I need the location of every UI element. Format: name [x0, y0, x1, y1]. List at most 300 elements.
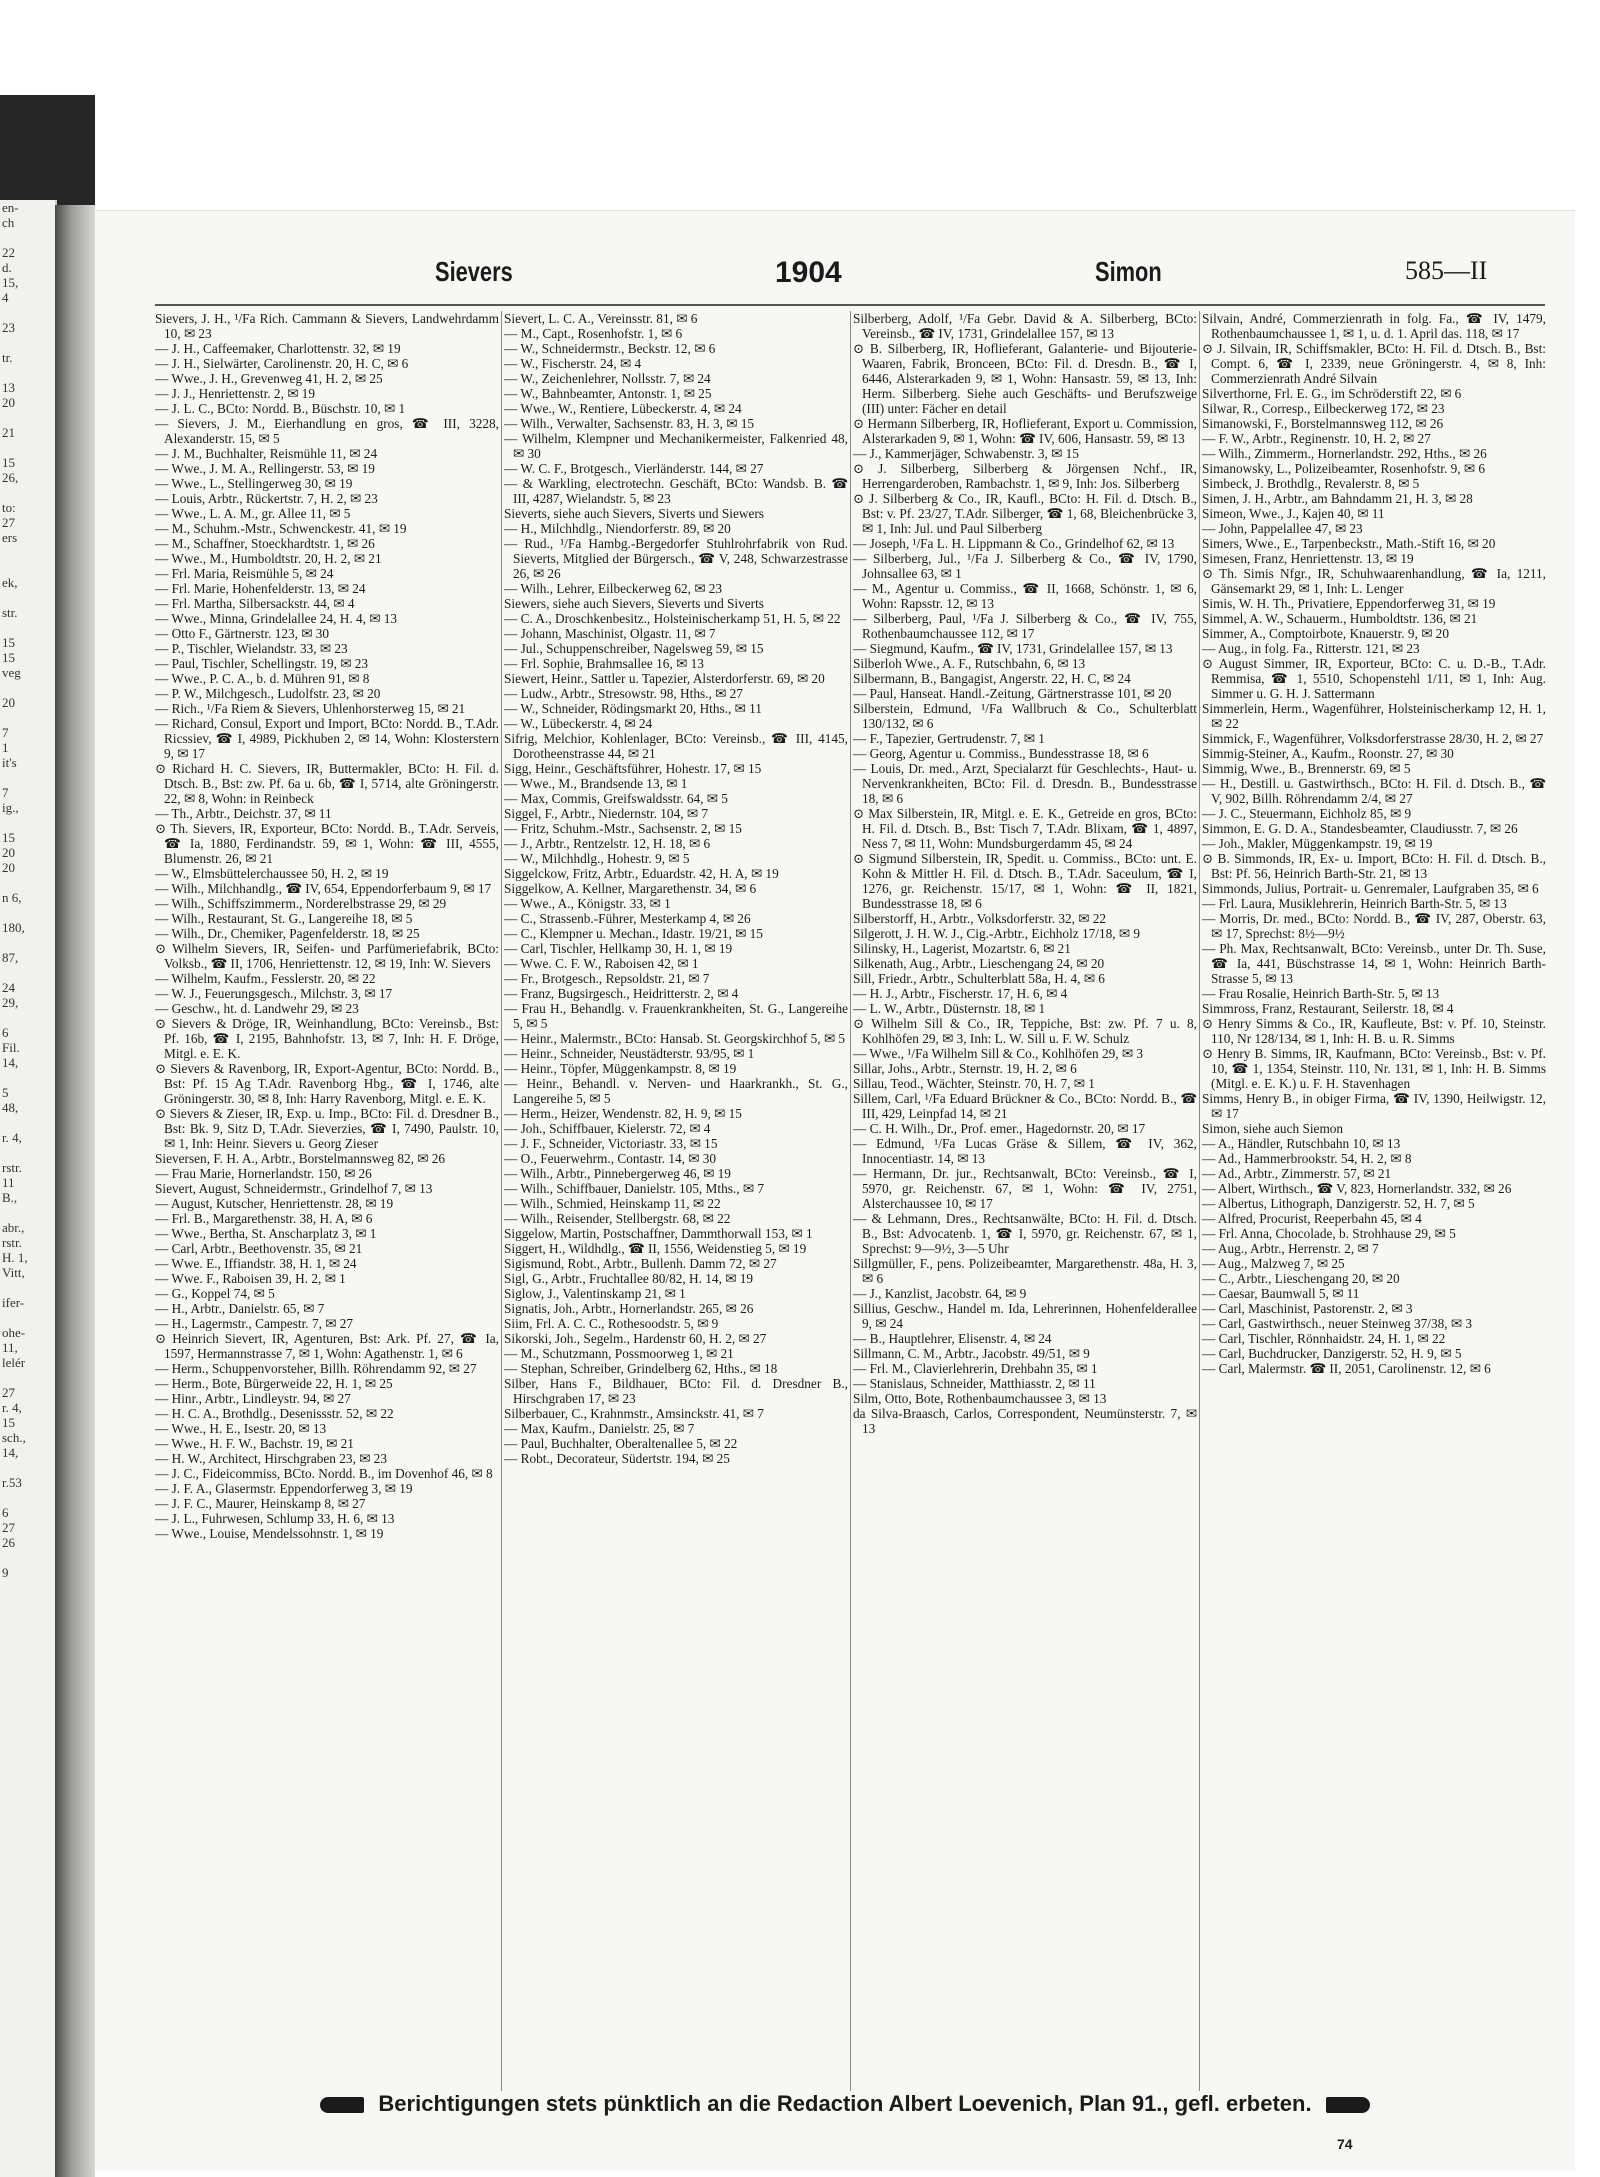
previous-page-fragment: n 6,	[2, 890, 22, 905]
directory-entry: ⊙ J. Silberberg, Silberberg & Jörgensen Nchf., IR, Herrengarderoben, Rambachstr. 1, ✉ 9, Inh: Jos. Silberberg	[853, 461, 1197, 491]
directory-entry: Simanowski, F., Borstelmannsweg 112, ✉ 26	[1202, 416, 1444, 431]
previous-page-fragment: 26	[2, 1535, 15, 1550]
directory-entry: — Hermann, Dr. jur., Rechtsanwalt, BCto: Vereinsb., ☎ I, 5970, gr. Reichenstr. 67, ✉ 1, Wohn: ☎ IV, 2751, Alsterchaussee 10, ✉ 17	[853, 1166, 1197, 1211]
previous-page-fragment: 15,	[2, 275, 19, 290]
previous-page-fragment: 13	[2, 380, 15, 395]
directory-entry: — Carl, Tischler, Rönnhaidstr. 24, H. 1, ✉ 22	[1202, 1331, 1446, 1346]
directory-entry: — W., Bahnbeamter, Antonstr. 1, ✉ 25	[504, 386, 712, 401]
directory-entry: — Joseph, ¹/Fa L. H. Lippmann & Co., Grindelhof 62, ✉ 13	[853, 536, 1175, 551]
directory-entry: Siglow, J., Valentinskamp 21, ✉ 1	[504, 1286, 686, 1301]
directory-entry: — Wwe., Minna, Grindelallee 24, H. 4, ✉ 13	[155, 611, 398, 626]
directory-entry: — M., Schuhm.-Mstr., Schwenckestr. 41, ✉ 19	[155, 521, 407, 536]
previous-page-fragment: rstr.	[2, 1235, 22, 1250]
previous-page-fragment: ifer-	[2, 1295, 25, 1310]
directory-entry: — Wwe., H. E., Isestr. 20, ✉ 13	[155, 1421, 327, 1436]
directory-entry: — Carl, Buchdrucker, Danzigerstr. 52, H. 9, ✉ 5	[1202, 1346, 1462, 1361]
previous-page-fragment: 20	[2, 845, 15, 860]
directory-entry: Silinsky, H., Lagerist, Mozartstr. 6, ✉ 21	[853, 941, 1071, 956]
directory-entry: — Wilhelm, Kaufm., Fesslerstr. 20, ✉ 22	[155, 971, 376, 986]
directory-entry: — Geschw., ht. d. Landwehr 29, ✉ 23	[155, 1001, 359, 1016]
directory-entry: Siggelckow, Fritz, Arbtr., Eduardstr. 42, H. A, ✉ 19	[504, 866, 779, 881]
directory-entry: — Herm., Schuppenvorsteher, Billh. Röhrendamm 92, ✉ 27	[155, 1361, 477, 1376]
directory-entry: ⊙ Richard H. C. Sievers, IR, Buttermakler, BCto: H. Fil. d. Dtsch. B., Bst: zw. Pf. 6a u. 6b, ☎ I, 5714, alte Gröningerstr. 22, ✉ 8, Wohn: in Reinbeck	[155, 761, 499, 806]
directory-entry: — Wwe., W., Rentiere, Lübeckerstr. 4, ✉ 24	[504, 401, 742, 416]
directory-entry: — Joh., Makler, Müggenkampstr. 19, ✉ 19	[1202, 836, 1433, 851]
directory-entry: — H. W., Architect, Hirschgraben 23, ✉ 23	[155, 1451, 387, 1466]
directory-entry: Simeon, Wwe., J., Kajen 40, ✉ 11	[1202, 506, 1385, 521]
previous-page-fragment	[0, 335, 55, 350]
directory-entry: — W. J., Feuerungsgesch., Milchstr. 3, ✉ 17	[155, 986, 393, 1001]
directory-entry: Simmerlein, Herm., Wagenführer, Holsteinischerkamp 12, H. 1, ✉ 22	[1202, 701, 1546, 731]
directory-entry: ⊙ Th. Sievers, IR, Exporteur, BCto: Nordd. B., T.Adr. Serveis, ☎ Ia, 1880, Ferdinandstr. 59, ✉ 1, Wohn: ☎ III, 4555, Blumenstr. 26, ✉ 21	[155, 821, 499, 866]
previous-page-fragment: 20	[2, 395, 15, 410]
directory-entry: Simmick, F., Wagenführer, Volksdorferstrasse 28/30, H. 2, ✉ 27	[1202, 731, 1544, 746]
directory-entry: — Hinr., Arbtr., Lindleystr. 94, ✉ 27	[155, 1391, 351, 1406]
directory-entry: — Stephan, Schreiber, Grindelberg 62, Hths., ✉ 18	[504, 1361, 778, 1376]
previous-page-fragment: 15	[2, 650, 15, 665]
directory-entry: Sill, Friedr., Arbtr., Schulterblatt 58a, H. 4, ✉ 6	[853, 971, 1105, 986]
directory-entry: Sigg, Heinr., Geschäftsführer, Hohestr. 17, ✉ 15	[504, 761, 762, 776]
previous-page-fragment	[0, 815, 55, 830]
column-3	[853, 311, 1197, 2091]
previous-page-fragment	[0, 1310, 55, 1325]
directory-entry: — M., Agentur u. Commiss., ☎ II, 1668, Schönstr. 1, ✉ 6, Wohn: Rapsstr. 12, ✉ 13	[853, 581, 1197, 611]
directory-columns	[155, 311, 1547, 2091]
directory-entry: — Frl. B., Margarethenstr. 38, H. A, ✉ 6	[155, 1211, 373, 1226]
directory-entry: Simmross, Franz, Restaurant, Seilerstr. 18, ✉ 4	[1202, 1001, 1454, 1016]
directory-entry: Siggelow, Martin, Postschaffner, Dammthorwall 153, ✉ 1	[504, 1226, 813, 1241]
directory-entry: Siggelkow, A. Kellner, Margarethenstr. 34, ✉ 6	[504, 881, 757, 896]
previous-page-fragment: lelér	[2, 1355, 26, 1370]
directory-entry: Silverthorne, Frl. E. G., im Schröderstift 22, ✉ 6	[1202, 386, 1462, 401]
previous-page-fragment: d.	[2, 260, 12, 275]
head-right-word: Simon	[1095, 256, 1162, 287]
previous-page-fragment: 23	[2, 320, 15, 335]
directory-entry: — Ludw., Arbtr., Stresowstr. 98, Hths., ✉ 27	[504, 686, 743, 701]
previous-page-fragment: 20	[2, 860, 15, 875]
directory-entry: ⊙ B. Silberberg, IR, Hoflieferant, Galanterie- und Bijouterie-Waaren, Fabrik, Bronceen, BCto: Fil. d. Dresdn. B., ☎ I, 6446, Alsterarkaden 9, ✉ 1, Wohn: Hansastr. 59, ✉ 13, Inh: Herm. Silberberg. Siehe auch Geschäfts- und Berufszweige (III) unter: Fächer en detail	[853, 341, 1197, 416]
directory-entry: — Silberberg, Jul., ¹/Fa J. Silberberg & Co., ☎ IV, 1790, Johnsallee 63, ✉ 1	[853, 551, 1197, 581]
directory-entry: — Frl. Laura, Musiklehrerin, Heinrich Barth-Str. 5, ✉ 13	[1202, 896, 1507, 911]
directory-entry: — Aug., Malzweg 7, ✉ 25	[1202, 1256, 1345, 1271]
previous-page-fragment: to:	[2, 500, 16, 515]
directory-entry: ⊙ Sigmund Silberstein, IR, Spedit. u. Commiss., BCto: unt. E. Kohn & Mittler H. Fil. d. Dtsch. B., T.Adr. Saceulum, ☎ I, 1276, gr. Reichenstr. 15/17, ✉ 1, Wohn: ☎ II, 1821, Bundesstrasse 18, ✉ 6	[853, 851, 1197, 911]
directory-entry: — Carl, Malermstr. ☎ II, 2051, Carolinenstr. 12, ✉ 6	[1202, 1361, 1491, 1376]
directory-entry: — Johann, Maschinist, Olgastr. 11, ✉ 7	[504, 626, 716, 641]
previous-page-fragment: 5	[2, 1085, 9, 1100]
previous-page-fragment: r. 4,	[2, 1400, 22, 1415]
directory-entry: Sieverts, siehe auch Sievers, Siverts und Siewers	[504, 506, 764, 521]
directory-entry: — J. M., Buchhalter, Reismühle 11, ✉ 24	[155, 446, 378, 461]
directory-entry: — Paul, Hanseat. Handl.-Zeitung, Gärtnerstrasse 101, ✉ 20	[853, 686, 1172, 701]
directory-entry: — B., Hauptlehrer, Elisenstr. 4, ✉ 24	[853, 1331, 1052, 1346]
header-rule	[155, 304, 1545, 306]
directory-entry: Sifrig, Melchior, Kohlenlager, BCto: Vereinsb., ☎ III, 4145, Dorotheenstrasse 44, ✉ 21	[504, 731, 848, 761]
directory-entry: — Paul, Buchhalter, Oberaltenallee 5, ✉ 22	[504, 1436, 738, 1451]
directory-entry: — Franz, Bugsirgesch., Heidritterstr. 2, ✉ 4	[504, 986, 739, 1001]
directory-entry: — Frl. Sophie, Brahmsallee 16, ✉ 13	[504, 656, 704, 671]
directory-entry: — Wwe., M., Humboldtstr. 20, H. 2, ✉ 21	[155, 551, 382, 566]
previous-page-fragment	[0, 620, 55, 635]
previous-page-fragment: en-	[2, 200, 19, 215]
directory-entry: — Max, Kaufm., Danielstr. 25, ✉ 7	[504, 1421, 695, 1436]
previous-page-fragment	[0, 905, 55, 920]
directory-entry: Signatis, Joh., Arbtr., Hornerlandstr. 265, ✉ 26	[504, 1301, 754, 1316]
previous-page-fragment: 14,	[2, 1445, 19, 1460]
directory-entry: — Th., Arbtr., Deichstr. 37, ✉ 11	[155, 806, 332, 821]
directory-entry: ⊙ J. Silberberg & Co., IR, Kaufl., BCto: H. Fil. d. Dtsch. B., Bst: v. Pf. 23/27, T.Adr. Silberger, ☎ 1, 68, Bleichenbrücke 3, ✉ 1, Inh: Jul. und Paul Silberberg	[853, 491, 1197, 536]
directory-entry: — Morris, Dr. med., BCto: Nordd. B., ☎ IV, 287, Oberstr. 63, ✉ 17, Sprechst: 8½—9½	[1202, 911, 1546, 941]
directory-entry: Sieversen, F. H. A., Arbtr., Borstelmannsweg 82, ✉ 26	[155, 1151, 446, 1166]
directory-entry: ⊙ Heinrich Sievert, IR, Agenturen, Bst: Ark. Pf. 27, ☎ Ia, 1597, Hermannstrasse 7, ✉ 1, Wohn: Agathenstr. 1, ✉ 6	[155, 1331, 499, 1361]
directory-entry: ⊙ J. Silvain, IR, Schiffsmakler, BCto: H. Fil. d. Dtsch. B., Bst: Compt. 6, ☎ I, 2339, neue Gröningerstr. 4, ✉ 8, Inh: Commerzienrath André Silvain	[1202, 341, 1546, 386]
directory-entry: Silwar, R., Corresp., Eilbeckerweg 172, ✉ 23	[1202, 401, 1445, 416]
directory-entry: — Wwe., L. A. M., gr. Allee 11, ✉ 5	[155, 506, 351, 521]
directory-entry: Simmonds, Julius, Portrait- u. Genremaler, Laufgraben 35, ✉ 6	[1202, 881, 1539, 896]
directory-entry: — Wwe., A., Königstr. 33, ✉ 1	[504, 896, 671, 911]
directory-entry: — Siegmund, Kaufm., ☎ IV, 1731, Grindelallee 157, ✉ 13	[853, 641, 1173, 656]
directory-entry: ⊙ Hermann Silberberg, IR, Hoflieferant, Export u. Commission, Alsterarkaden 9, ✉ 1, Wohn: ☎ IV, 606, Hansastr. 59, ✉ 13	[853, 416, 1197, 446]
directory-entry: ⊙ Wilhelm Sill & Co., IR, Teppiche, Bst: zw. Pf. 7 u. 8, Kohlhöfen 29, ✉ 3, Inh: L. W. Sill u. F. W. Schulz	[853, 1016, 1197, 1046]
directory-entry: — Carl, Arbtr., Beethovenstr. 35, ✉ 21	[155, 1241, 363, 1256]
previous-page-fragment: sch.,	[2, 1430, 26, 1445]
directory-entry: — Alfred, Procurist, Reeperbahn 45, ✉ 4	[1202, 1211, 1422, 1226]
directory-entry: — J. C., Steuermann, Eichholz 85, ✉ 9	[1202, 806, 1412, 821]
previous-page-fragment: 11	[2, 1175, 15, 1190]
previous-page-fragment	[0, 305, 55, 320]
previous-page-fragment	[0, 935, 55, 950]
directory-entry: — W., Fischerstr. 24, ✉ 4	[504, 356, 642, 371]
directory-entry: Siewers, siehe auch Sievers, Sieverts und Siverts	[504, 596, 764, 611]
directory-entry: Sillmann, C. M., Arbtr., Jacobstr. 49/51, ✉ 9	[853, 1346, 1090, 1361]
directory-entry: — August, Kutscher, Henriettenstr. 28, ✉ 19	[155, 1196, 394, 1211]
directory-entry: Silvain, André, Commerzienrath in folg. Fa., ☎ IV, 1479, Rothenbaumchaussee 1, ✉ 1, u. d. 1. April das. 118, ✉ 17	[1202, 311, 1546, 341]
footer-text: Berichtigungen stets pünktlich an die Redaction Albert Loevenich, Plan 91., gefl. erbeten.	[378, 2091, 1312, 2116]
directory-entry: Sillau, Teod., Wächter, Steinstr. 70, H. 7, ✉ 1	[853, 1076, 1095, 1091]
directory-entry: — Caesar, Baumwall 5, ✉ 11	[1202, 1286, 1360, 1301]
previous-page-fragment: r.53	[2, 1475, 22, 1490]
directory-entry: — J., Kanzlist, Jacobstr. 64, ✉ 9	[853, 1286, 1027, 1301]
directory-entry: Simmel, A. W., Schauerm., Humboldtstr. 136, ✉ 21	[1202, 611, 1478, 626]
previous-page-fragment: Vitt,	[2, 1265, 25, 1280]
directory-entry: — J. F. A., Glasermstr. Eppendorferweg 3, ✉ 19	[155, 1481, 413, 1496]
directory-entry: — Heinr., Behandl. v. Nerven- und Haarkrankh., St. G., Langereihe 5, ✉ 5	[504, 1076, 848, 1106]
previous-page-fragment: 180,	[2, 920, 25, 935]
directory-entry: — Herm., Bote, Bürgerweide 22, H. 1, ✉ 25	[155, 1376, 393, 1391]
column-2	[504, 311, 848, 2091]
column-divider	[850, 311, 851, 2091]
previous-page-fragment: 20	[2, 695, 15, 710]
previous-page-fragment	[0, 1490, 55, 1505]
previous-page-fragment: 14,	[2, 1055, 19, 1070]
directory-entry: ⊙ B. Simmonds, IR, Ex- u. Import, BCto: H. Fil. d. Dtsch. B., Bst: Pf. 56, Heinrich Barth-Str. 21, ✉ 13	[1202, 851, 1546, 881]
directory-entry: ⊙ Sievers & Dröge, IR, Weinhandlung, BCto: Vereinsb., Bst: Pf. 16b, ☎ I, 2195, Bahnhofstr. 13, ✉ 7, Inh: H. F. Dröge, Mitgl. e. E. K.	[155, 1016, 499, 1061]
directory-entry: ⊙ Wilhelm Sievers, IR, Seifen- und Parfümeriefabrik, BCto: Volksb., ☎ II, 1706, Henriettenstr. 12, ✉ 19, Inh: W. Sievers	[155, 941, 499, 971]
directory-entry: — Wwe., J. H., Grevenweg 41, H. 2, ✉ 25	[155, 371, 383, 386]
directory-entry: Sievert, August, Schneidermstr., Grindelhof 7, ✉ 13	[155, 1181, 433, 1196]
directory-entry: — W. C. F., Brotgesch., Vierländerstr. 144, ✉ 27	[504, 461, 764, 476]
directory-entry: — J. F. C., Maurer, Heinskamp 8, ✉ 27	[155, 1496, 366, 1511]
directory-entry: — Wilh., Schmied, Heinskamp 11, ✉ 22	[504, 1196, 721, 1211]
previous-page-fragment	[0, 230, 55, 245]
directory-entry: — C., Strassenb.-Führer, Mesterkamp 4, ✉ 26	[504, 911, 751, 926]
previous-page-fragment	[0, 1550, 55, 1565]
directory-entry: — Wilh., Milchhandlg., ☎ IV, 654, Eppendorferbaum 9, ✉ 17	[155, 881, 492, 896]
previous-page-fragment	[0, 1205, 55, 1220]
directory-entry: — C., Arbtr., Lieschengang 20, ✉ 20	[1202, 1271, 1400, 1286]
directory-entry: — Wilh., Lehrer, Eilbeckerweg 62, ✉ 23	[504, 581, 723, 596]
directory-entry: — Frau Marie, Hornerlandstr. 150, ✉ 26	[155, 1166, 372, 1181]
previous-page-fragment	[0, 410, 55, 425]
directory-entry: — M., Schutzmann, Possmoorweg 1, ✉ 21	[504, 1346, 734, 1361]
previous-page-fragment	[0, 485, 55, 500]
directory-entry: Siewert, Heinr., Sattler u. Tapezier, Alsterdorferstr. 69, ✉ 20	[504, 671, 825, 686]
directory-entry: — H. C. A., Brothdlg., Desenissstr. 52, ✉ 22	[155, 1406, 394, 1421]
directory-entry: Siim, Frl. A. C. C., Rothesoodstr. 5, ✉ 9	[504, 1316, 719, 1331]
previous-page-fragment: ch	[2, 215, 15, 230]
directory-entry: Simis, W. H. Th., Privatiere, Eppendorferweg 31, ✉ 19	[1202, 596, 1496, 611]
previous-page-fragment: 15	[2, 830, 15, 845]
directory-entry: — Heinr., Schneider, Neustädterstr. 93/95, ✉ 1	[504, 1046, 755, 1061]
previous-page-fragment: B.,	[2, 1190, 18, 1205]
directory-entry: — L. W., Arbtr., Düsternstr. 18, ✉ 1	[853, 1001, 1046, 1016]
directory-entry: — Louis, Dr. med., Arzt, Specialarzt für Geschlechts-, Haut- u. Nervenkrankheiten, BCto: Fil. d. Dresdn. B., Bundesstrasse 18, ✉ 6	[853, 761, 1197, 806]
previous-page-fragment: 1	[2, 740, 9, 755]
directory-entry: — Wwe., Bertha, St. Anscharplatz 3, ✉ 1	[155, 1226, 377, 1241]
previous-page-fragment: r. 4,	[2, 1130, 22, 1145]
directory-entry: Silberberg, Adolf, ¹/Fa Gebr. David & A. Silberberg, BCto: Vereinsb., ☎ IV, 1731, Grindelallee 157, ✉ 13	[853, 311, 1197, 341]
previous-page-fragment	[0, 1145, 55, 1160]
directory-entry: — P., Tischler, Wielandstr. 33, ✉ 23	[155, 641, 348, 656]
directory-entry: — Wwe. C. F. W., Raboisen 42, ✉ 1	[504, 956, 699, 971]
directory-entry: — J. L. C., BCto: Nordd. B., Büschstr. 10, ✉ 1	[155, 401, 406, 416]
directory-entry: — H., Lagermstr., Campestr. 7, ✉ 27	[155, 1316, 354, 1331]
directory-entry: Simen, J. H., Arbtr., am Bahndamm 21, H. 3, ✉ 28	[1202, 491, 1473, 506]
directory-entry: Simmon, E. G. D. A., Standesbeamter, Claudiusstr. 7, ✉ 26	[1202, 821, 1518, 836]
directory-entry: — Wwe., L., Stellingerweg 30, ✉ 19	[155, 476, 353, 491]
directory-entry: — Wilh., Schiffbauer, Danielstr. 105, Mths., ✉ 7	[504, 1181, 764, 1196]
directory-entry: Siggert, H., Wildhdlg., ☎ II, 1556, Weidenstieg 5, ✉ 19	[504, 1241, 807, 1256]
folio-number: 74	[1337, 2136, 1353, 2152]
directory-entry: Simmig-Steiner, A., Kaufm., Roonstr. 27, ✉ 30	[1202, 746, 1454, 761]
previous-page-fragment: ohe-	[2, 1325, 26, 1340]
directory-entry: Silberstein, Edmund, ¹/Fa Wallbruch & Co., Schulterblatt 130/132, ✉ 6	[853, 701, 1197, 731]
directory-entry: — W., Schneidermstr., Beckstr. 12, ✉ 6	[504, 341, 716, 356]
directory-entry: — J. L., Fuhrwesen, Schlump 33, H. 6, ✉ 13	[155, 1511, 395, 1526]
head-left-word: Sievers	[435, 256, 513, 287]
directory-entry: — Frl. Marie, Hohenfelderstr. 13, ✉ 24	[155, 581, 366, 596]
previous-page-fragment: 7	[2, 785, 9, 800]
previous-page-fragment: veg	[2, 665, 21, 680]
previous-page-fragment	[0, 1115, 55, 1130]
directory-entry: — Edmund, ¹/Fa Lucas Gräse & Sillem, ☎ IV, 362, Innocentiastr. 14, ✉ 13	[853, 1136, 1197, 1166]
directory-entry: Silberstorff, H., Arbtr., Volksdorferstr. 32, ✉ 22	[853, 911, 1107, 926]
directory-entry: — Wilh., Schiffszimmerm., Norderelbstrasse 29, ✉ 29	[155, 896, 447, 911]
directory-entry: — John, Pappelallee 47, ✉ 23	[1202, 521, 1363, 536]
directory-entry: — Wilh., Verwalter, Sachsenstr. 83, H. 3, ✉ 15	[504, 416, 755, 431]
previous-page-fragment	[0, 440, 55, 455]
directory-entry: — F. W., Arbtr., Reginenstr. 10, H. 2, ✉ 27	[1202, 431, 1431, 446]
directory-entry: — W., Lübeckerstr. 4, ✉ 24	[504, 716, 653, 731]
directory-entry: Simers, Wwe., E., Tarpenbeckstr., Math.-Stift 16, ✉ 20	[1202, 536, 1496, 551]
running-head	[95, 256, 1575, 300]
directory-entry: Sigismund, Robt., Arbtr., Bullenh. Damm 72, ✉ 27	[504, 1256, 777, 1271]
previous-page-fragment: 22	[2, 245, 15, 260]
previous-page-fragment: 9	[2, 1565, 9, 1580]
directory-entry: — Frl. Maria, Reismühle 5, ✉ 24	[155, 566, 334, 581]
directory-entry: — J., Arbtr., Rentzelstr. 12, H. 18, ✉ 6	[504, 836, 711, 851]
directory-entry: ⊙ Sievers & Zieser, IR, Exp. u. Imp., BCto: Fil. d. Dresdner B., Bst: Bk. 9, Sitz D, T.Adr. Sieverzies, ☎ I, 7490, Paulstr. 10, ✉ 1, Inh: Heinr. Sievers u. Georg Zieser	[155, 1106, 499, 1151]
directory-entry: ⊙ August Simmer, IR, Exporteur, BCto: C. u. D.-B., T.Adr. Remmisa, ☎ 1, 5510, Schopenstehl 1/11, ✉ 1, Inh: Aug. Simmer u. G. H. J. Sattermann	[1202, 656, 1546, 701]
previous-page-fragment	[0, 590, 55, 605]
previous-page-fragment: 11,	[2, 1340, 18, 1355]
directory-entry: — Otto F., Gärtnerstr. 123, ✉ 30	[155, 626, 330, 641]
previous-page-fragment	[0, 1010, 55, 1025]
directory-entry: — Rich., ¹/Fa Riem & Sievers, Uhlenhorsterweg 15, ✉ 21	[155, 701, 466, 716]
directory-entry: — Wwe. F., Raboisen 39, H. 2, ✉ 1	[155, 1271, 346, 1286]
column-divider	[501, 311, 502, 2091]
previous-page-fragment	[0, 1460, 55, 1475]
previous-page-fragment: 21	[2, 425, 15, 440]
directory-entry: ⊙ Max Silberstein, IR, Mitgl. e. E. K., Getreide en gros, BCto: H. Fil. d. Dtsch. B., Bst: Tisch 7, T.Adr. Blixam, ☎ 1, 4897, Ness 7, ✉ 11, Wohn: Mundsburgerdamm 45, ✉ 24	[853, 806, 1197, 851]
previous-page-fragment: it's	[2, 755, 17, 770]
directory-entry: — Frl. M., Clavierlehrerin, Drehbahn 35, ✉ 1	[853, 1361, 1098, 1376]
previous-page-fragment	[0, 1370, 55, 1385]
previous-page-fragment: H. 1,	[2, 1250, 28, 1265]
directory-entry: — Sievers, J. M., Eierhandlung en gros, ☎ III, 3228, Alexanderstr. 15, ✉ 5	[155, 416, 499, 446]
previous-page-fragment	[0, 965, 55, 980]
previous-page-fragment: 7	[2, 725, 9, 740]
directory-entry: — Max, Commis, Greifswaldsstr. 64, ✉ 5	[504, 791, 728, 806]
directory-entry: Simesen, Franz, Henriettenstr. 13, ✉ 19	[1202, 551, 1414, 566]
directory-entry: — Frl. Anna, Chocolade, b. Strohhause 29, ✉ 5	[1202, 1226, 1456, 1241]
directory-entry: — Jul., Schuppenschreiber, Nagelsweg 59, ✉ 15	[504, 641, 764, 656]
directory-entry: — G., Koppel 74, ✉ 5	[155, 1286, 275, 1301]
previous-page-fragment: 48,	[2, 1100, 19, 1115]
directory-entry: Silm, Otto, Bote, Rothenbaumchaussee 3, ✉ 13	[853, 1391, 1107, 1406]
directory-entry: — Aug., in folg. Fa., Ritterstr. 121, ✉ 23	[1202, 641, 1420, 656]
directory-entry: — & Lehmann, Dres., Rechtsanwälte, BCto: H. Fil. d. Dtsch. B., Bst: Advocatenb. 1, ☎ I, 5970, gr. Reichenstr. 67, ✉ 1, Sprechst: 9—9½, 3—5 Uhr	[853, 1211, 1197, 1256]
directory-entry: — Ph. Max, Rechtsanwalt, BCto: Vereinsb., unter Dr. Th. Suse, ☎ Ia, 441, Büschstrasse 14, ✉ 1, Wohn: Heinrich Barth-Strasse 5, ✉ 13	[1202, 941, 1546, 986]
column-1	[155, 311, 499, 2091]
directory-entry: — W., Elmsbüttelerchaussee 50, H. 2, ✉ 19	[155, 866, 389, 881]
directory-entry: — Rud., ¹/Fa Hambg.-Bergedorfer Stuhlrohrfabrik von Rud. Sieverts, Mitglied der Bürgersch., ☎ V, 248, Schwarzestrasse 26, ✉ 26	[504, 536, 848, 581]
directory-entry: Sievers, J. H., ¹/Fa Rich. Cammann & Sievers, Landwehrdamm 10, ✉ 23	[155, 311, 499, 341]
previous-page-fragment: ers	[2, 530, 18, 545]
directory-entry: — J. F., Schneider, Victoriastr. 33, ✉ 15	[504, 1136, 718, 1151]
directory-entry: — Heinr., Malermstr., BCto: Hansab. St. Georgskirchhof 5, ✉ 5	[504, 1031, 846, 1046]
directory-entry: — W., Schneider, Rödingsmarkt 20, Hths., ✉ 11	[504, 701, 762, 716]
previous-page-fragment: 6	[2, 1505, 9, 1520]
directory-entry: — J. H., Caffeemaker, Charlottenstr. 32, ✉ 19	[155, 341, 401, 356]
directory-entry: Sillgmüller, F., pens. Polizeibeamter, Margarethenstr. 48a, H. 3, ✉ 6	[853, 1256, 1197, 1286]
directory-entry: — J. J., Henriettenstr. 2, ✉ 19	[155, 386, 315, 401]
directory-entry: — Ad., Arbtr., Zimmerstr. 57, ✉ 21	[1202, 1166, 1392, 1181]
footer-notice	[225, 2091, 1465, 2127]
previous-page-fragment	[0, 545, 55, 560]
directory-entry: — A., Händler, Rutschbahn 10, ✉ 13	[1202, 1136, 1401, 1151]
directory-entry: — & Warkling, electrotechn. Geschäft, BCto: Wandsb. B. ☎ III, 4287, Wielandstr. 5, ✉ 23	[504, 476, 848, 506]
directory-entry: Simmer, A., Comptoirbote, Knauerstr. 9, ✉ 20	[1202, 626, 1449, 641]
directory-entry: — C. A., Droschkenbesitz., Holsteinischerkamp 51, H. 5, ✉ 22	[504, 611, 841, 626]
page-number: 585—II	[1405, 256, 1488, 285]
directory-entry: Sillem, Carl, ¹/Fa Eduard Brückner & Co., BCto: Nordd. B., ☎ III, 429, Leinpfad 14, ✉ 21	[853, 1091, 1197, 1121]
directory-entry: — F., Tapezier, Gertrudenstr. 7, ✉ 1	[853, 731, 1045, 746]
pointing-hand-icon	[320, 2097, 364, 2113]
previous-page-fragment	[0, 710, 55, 725]
directory-page	[95, 210, 1575, 2171]
directory-entry: — Wwe., M., Brandsende 13, ✉ 1	[504, 776, 688, 791]
directory-entry: — W., Zeichenlehrer, Nollsstr. 7, ✉ 24	[504, 371, 711, 386]
directory-entry: Sillar, Johs., Arbtr., Sternstr. 19, H. 2, ✉ 6	[853, 1061, 1077, 1076]
previous-page-fragment: 27	[2, 1520, 15, 1535]
directory-entry: Silberbauer, C., Krahnmstr., Amsinckstr. 41, ✉ 7	[504, 1406, 764, 1421]
directory-entry: — Frau Rosalie, Heinrich Barth-Str. 5, ✉ 13	[1202, 986, 1440, 1001]
column-divider	[1199, 311, 1200, 2091]
directory-entry: Simon, siehe auch Siemon	[1202, 1121, 1344, 1136]
previous-page-fragment	[0, 680, 55, 695]
book-gutter	[55, 205, 95, 2177]
directory-entry: Sikorski, Joh., Segelm., Hardenstr 60, H. 2, ✉ 27	[504, 1331, 767, 1346]
directory-entry: — Wwe., Louise, Mendelssohnstr. 1, ✉ 19	[155, 1526, 384, 1541]
directory-entry: — Wwe., J. M. A., Rellingerstr. 53, ✉ 19	[155, 461, 375, 476]
previous-page-fragment: 29,	[2, 995, 19, 1010]
directory-entry: — Herm., Heizer, Wendenstr. 82, H. 9, ✉ 15	[504, 1106, 742, 1121]
directory-entry: — M., Capt., Rosenhofstr. 1, ✉ 6	[504, 326, 683, 341]
previous-page-fragment	[0, 560, 55, 575]
directory-entry: ⊙ Henry Simms & Co., IR, Kaufleute, Bst: v. Pf. 10, Steinstr. 110, Nr 128/134, ✉ 1, Inh: H. B. u. R. Simms	[1202, 1016, 1546, 1046]
previous-page-fragment: Fil.	[2, 1040, 20, 1055]
directory-entry: Silkenath, Aug., Arbtr., Lieschengang 24, ✉ 20	[853, 956, 1105, 971]
head-year: 1904	[775, 256, 842, 289]
directory-entry: — Wilhelm, Klempner und Mechanikermeister, Falkenried 48, ✉ 30	[504, 431, 848, 461]
directory-entry: — Heinr., Töpfer, Müggenkampstr. 8, ✉ 19	[504, 1061, 737, 1076]
directory-entry: — H., Destill. u. Gastwirthsch., BCto: H. Fil. d. Dtsch. B., ☎ V, 902, Billh. Röhrendamm 2/4, ✉ 27	[1202, 776, 1546, 806]
directory-entry: — C., Klempner u. Mechan., Idastr. 19/21, ✉ 15	[504, 926, 763, 941]
directory-entry: — Frau H., Behandlg. v. Frauenkrankheiten, St. G., Langereihe 5, ✉ 5	[504, 1001, 848, 1031]
directory-entry: — Wilh., Restaurant, St. G., Langereihe 18, ✉ 5	[155, 911, 413, 926]
previous-page-fragment	[0, 1280, 55, 1295]
directory-entry: — Robt., Decorateur, Südertstr. 194, ✉ 25	[504, 1451, 730, 1466]
directory-entry: Sigl, G., Arbtr., Fruchtallee 80/82, H. 14, ✉ 19	[504, 1271, 753, 1286]
directory-entry: — Wilh., Dr., Chemiker, Pagenfelderstr. 18, ✉ 25	[155, 926, 420, 941]
directory-entry: Simbeck, J. Brothdlg., Revalerstr. 8, ✉ 5	[1202, 476, 1420, 491]
directory-entry: — Fr., Brotgesch., Repsoldstr. 21, ✉ 7	[504, 971, 710, 986]
directory-entry: — H., Milchhdlg., Niendorferstr. 89, ✉ 20	[504, 521, 731, 536]
previous-page-fragment: 87,	[2, 950, 19, 965]
directory-entry: — M., Schaffner, Stoeckhardtstr. 1, ✉ 26	[155, 536, 375, 551]
directory-entry: — Fritz, Schuhm.-Mstr., Sachsenstr. 2, ✉ 15	[504, 821, 742, 836]
previous-page-fragment: 15	[2, 1415, 15, 1430]
previous-page-edge	[0, 200, 57, 2177]
directory-entry: — Frl. Martha, Silbersackstr. 44, ✉ 4	[155, 596, 355, 611]
directory-entry: — Wwe., ¹/Fa Wilhelm Sill & Co., Kohlhöfen 29, ✉ 3	[853, 1046, 1143, 1061]
directory-entry: Siggel, F., Arbtr., Niedernstr. 104, ✉ 7	[504, 806, 708, 821]
previous-page-fragment	[0, 365, 55, 380]
directory-entry: — Wilh., Reisender, Stellbergstr. 68, ✉ 22	[504, 1211, 731, 1226]
directory-entry: — Richard, Consul, Export und Import, BCto: Nordd. B., T.Adr. Ricssiev, ☎ I, 4989, Pickhuben 2, ✉ 14, Wohn: Klosterstern 9, ✉ 17	[155, 716, 499, 761]
directory-entry: — Ad., Hammerbrookstr. 54, H. 2, ✉ 8	[1202, 1151, 1412, 1166]
previous-page-fragment: 15	[2, 635, 15, 650]
directory-entry: — Carl, Maschinist, Pastorenstr. 2, ✉ 3	[1202, 1301, 1413, 1316]
directory-entry: — P. W., Milchgesch., Ludolfstr. 23, ✉ 20	[155, 686, 381, 701]
directory-entry: Silber, Hans F., Bildhauer, BCto: Fil. d. Dresdner B., Hirschgraben 17, ✉ 23	[504, 1376, 848, 1406]
directory-entry: — J., Kammerjäger, Schwabenstr. 3, ✉ 15	[853, 446, 1079, 461]
directory-entry: Simanowsky, L., Polizeibeamter, Rosenhofstr. 9, ✉ 6	[1202, 461, 1486, 476]
directory-entry: ⊙ Sievers & Ravenborg, IR, Export-Agentur, BCto: Nordd. B., Bst: Pf. 15 Ag T.Adr. Ravenborg Hbg., ☎ I, 1746, alte Gröningerstr. 30, ✉ 8, Inh: Harry Ravenborg, Mitgl. e. E. K.	[155, 1061, 499, 1106]
pointing-hand-icon	[1326, 2097, 1370, 2113]
previous-page-fragment: 27	[2, 1385, 15, 1400]
